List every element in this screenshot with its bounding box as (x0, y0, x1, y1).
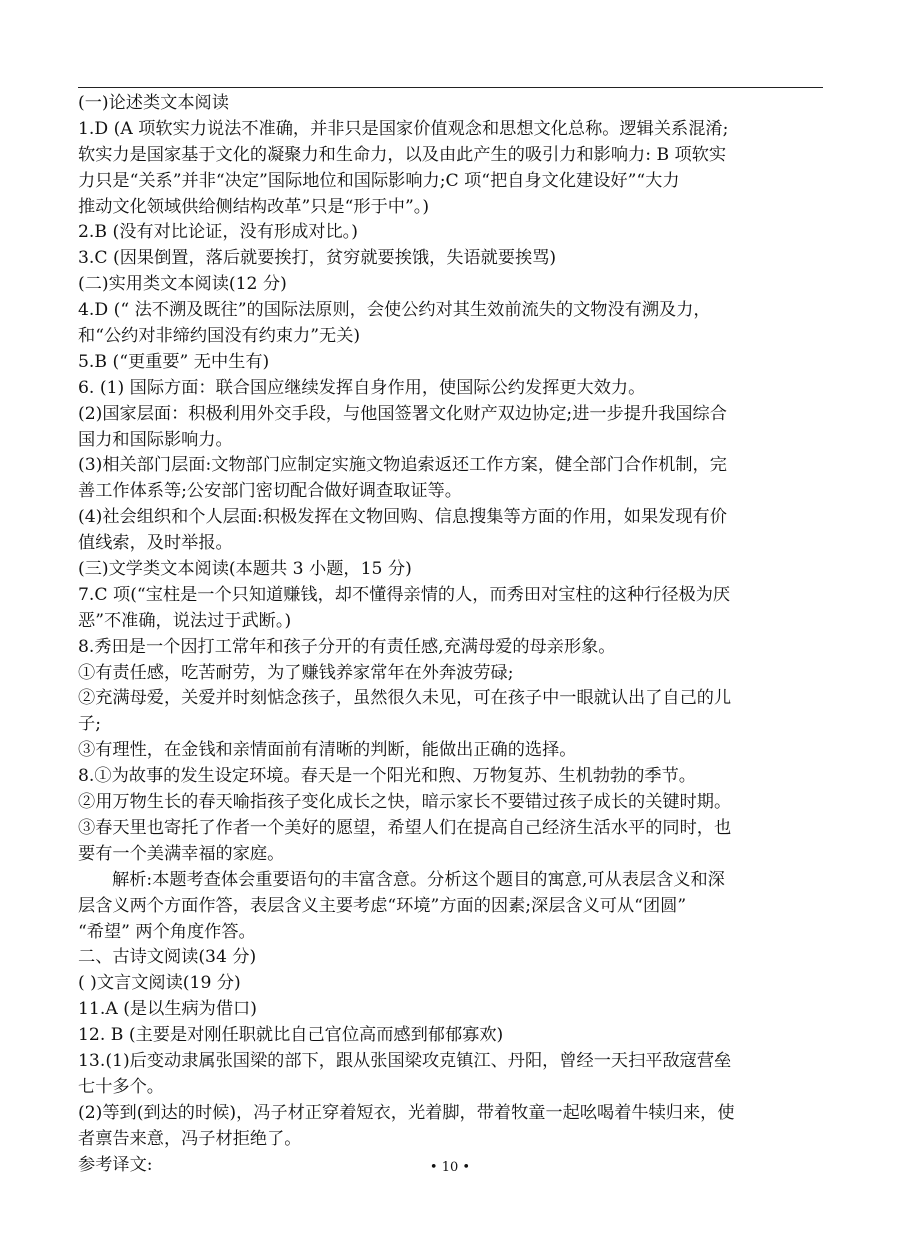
text-line: 11.A (是以生病为借口) (78, 999, 257, 1020)
text-line: 1.D (A 项软实力说法不准确，并非只是国家价值观念和思想文化总称。逻辑关系混淆; (78, 118, 729, 139)
text-line: 推动文化领域供给侧结构改革”只是“形于中”。) (78, 196, 430, 217)
text-line: (2)等到(到达的时候)，冯子材正穿着短衣，光着脚，带着牧童一起吆喝着牛犊归来，使 (78, 1102, 735, 1123)
text-line: 国力和国际影响力。 (78, 429, 233, 450)
analysis-paragraph: 解析:本题考查体会重要语句的丰富含意。分析这个题目的寓意,可从表层含义和深 (112, 869, 725, 890)
text-line: 参考译文: (78, 1154, 153, 1175)
text-line: 7.C 项(“宝柱是一个只知道赚钱，却不懂得亲情的人，而秀田对宝柱的这种行径极为厌 (78, 584, 731, 605)
text-line: ②用万物生长的春天喻指孩子变化成长之快，暗示家长不要错过孩子成长的关键时期。 (78, 792, 732, 813)
text-line: 12. B (主要是对刚任职就比自己官位高而感到郁郁寡欢) (78, 1025, 504, 1046)
text-line: 值线索，及时举报。 (78, 533, 233, 554)
section-heading: (二)实用类文本阅读(12 分) (78, 274, 287, 295)
section-heading: 二、古诗文阅读(34 分) (78, 947, 257, 968)
text-line: 恶”不准确，说法过于武断。) (78, 610, 292, 631)
text-line: (3)相关部门层面:文物部门应制定实施文物追索返还工作方案，健全部门合作机制，完 (78, 455, 727, 476)
text-line: (2)国家层面：积极利用外交手段，与他国签署文化财产双边协定;进一步提升我国综合 (78, 403, 727, 424)
text-line: 力只是“关系”并非“决定”国际地位和国际影响力;C 项“把自身文化建设好”“大力 (78, 170, 680, 191)
text-line: 者禀告来意，冯子材拒绝了。 (78, 1128, 302, 1149)
text-line: 13.(1)后变动隶属张国梁的部下，跟从张国梁攻克镇江、丹阳，曾经一天扫平敌寇营垒 (78, 1050, 732, 1071)
text-line: 要有一个美满幸福的家庭。 (78, 843, 285, 864)
text-line: 软实力是国家基于文化的凝聚力和生命力，以及由此产生的吸引力和影响力: B 项软实 (78, 144, 727, 165)
text-line: 3.C (因果倒置，落后就要挨打，贫穷就要挨饿，失语就要挨骂) (78, 248, 557, 269)
header-rule (78, 87, 823, 88)
text-line: 4.D (“ 法不溯及既往”的国际法原则，会使公约对其生效前流失的文物没有溯及力， (78, 300, 711, 321)
text-line: 2.B (没有对比论证，没有形成对比。) (78, 222, 358, 243)
text-line: 七十多个。 (78, 1076, 164, 1097)
section-heading: (三)文学类文本阅读(本题共 3 小题，15 分) (78, 559, 412, 580)
answer-key-text (78, 91, 823, 1178)
text-line: “希望” 两个角度作答。 (78, 921, 256, 942)
text-line: ②充满母爱，关爱并时刻惦念孩子，虽然很久未见，可在孩子中一眼就认出了自己的儿 (78, 688, 732, 709)
text-line: 善工作体系等;公安部门密切配合做好调查取证等。 (78, 481, 462, 502)
text-line: 8.秀田是一个因打工常年和孩子分开的有责任感,充满母爱的母亲形象。 (78, 636, 616, 657)
text-line: 8.①为故事的发生设定环境。春天是一个阳光和煦、万物复苏、生机勃勃的季节。 (78, 766, 696, 787)
text-line: 子; (78, 714, 101, 735)
section-heading: ( )文言文阅读(19 分) (78, 973, 241, 994)
text-line: 层含义两个方面作答，表层含义主要考虑“环境”方面的因素;深层含义可从“团圆” (78, 895, 687, 916)
text-line: ③春天里也寄托了作者一个美好的愿望，希望人们在提高自己经济生活水平的同时，也 (78, 817, 732, 838)
page-number: • 10 • (429, 1160, 471, 1175)
text-line: ①有责任感，吃苦耐劳，为了赚钱养家常年在外奔波劳碌; (78, 662, 514, 683)
text-line: (4)社会组织和个人层面:积极发挥在文物回购、信息搜集等方面的作用，如果发现有价 (78, 507, 727, 528)
text-line: 和“公约对非缔约国没有约束力”无关) (78, 326, 361, 347)
section-heading: (一)论述类文本阅读 (78, 93, 229, 113)
text-line: ③有理性，在金钱和亲情面前有清晰的判断，能做出正确的选择。 (78, 740, 577, 761)
text-line: 5.B (“更重要” 无中生有) (78, 351, 270, 372)
text-line: 6. (1) 国际方面：联合国应继续发挥自身作用，使国际公约发挥更大效力。 (78, 377, 646, 398)
